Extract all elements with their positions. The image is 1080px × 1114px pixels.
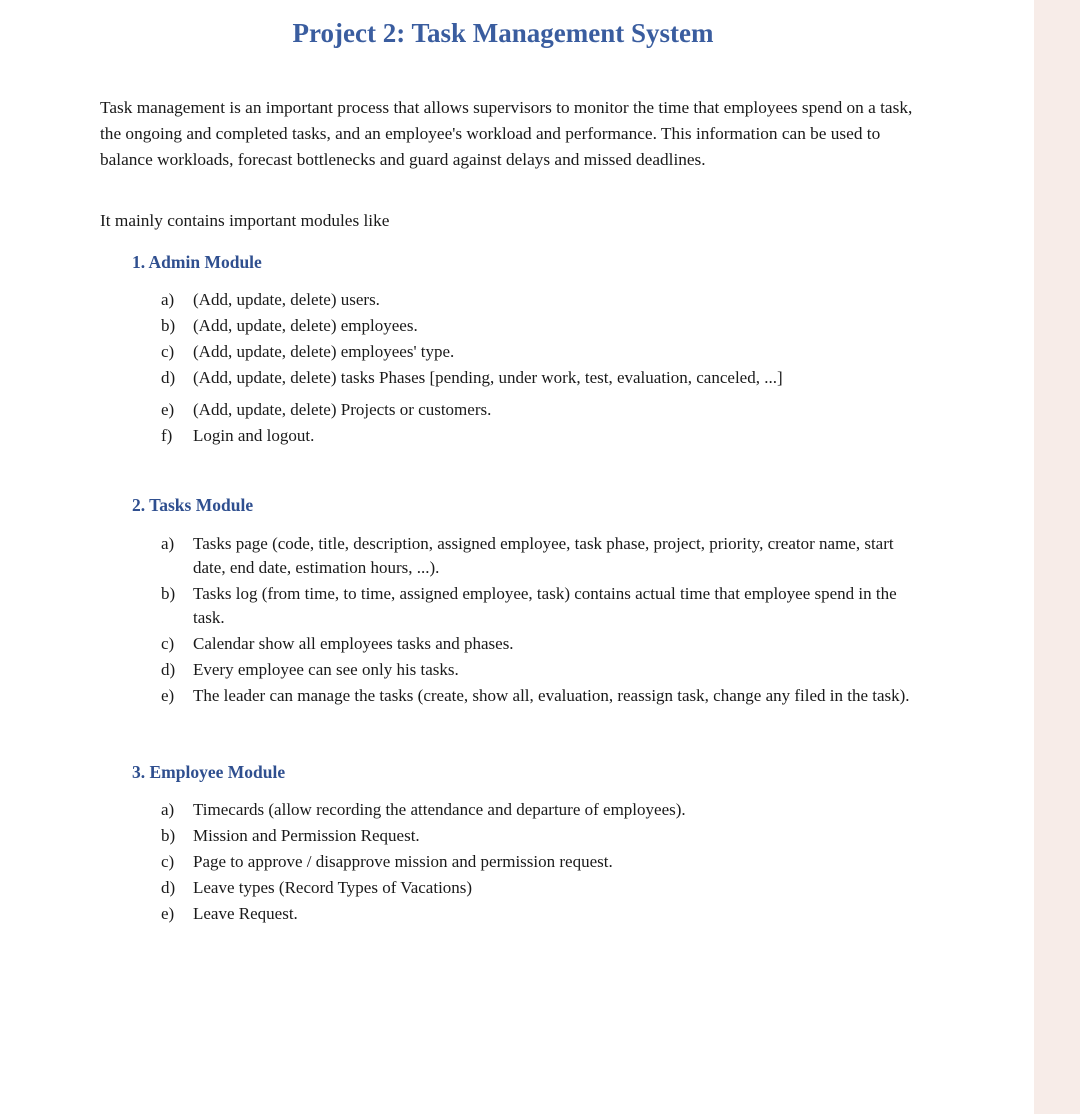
list-item	[161, 850, 921, 874]
intro-paragraph: Task management is an important process that allows supervisors to monitor the time that employees spend on a task, the ongoing and completed tasks, and an employee's workload and performance. This information can be used to balance workloads, forecast bottlenecks and guard against delays and missed deadlines.	[100, 98, 913, 169]
list-item	[161, 366, 921, 390]
list-item-text: (Add, update, delete) tasks Phases [pending, under work, test, evaluation, canceled, ...]	[193, 368, 783, 387]
list-item-text: (Add, update, delete) employees.	[193, 316, 418, 335]
list-item-text: Tasks log (from time, to time, assigned employee, task) contains actual time that employee spend in the task.	[193, 584, 897, 627]
list-item	[161, 902, 921, 926]
list-marker: a)	[161, 800, 175, 819]
list-item-text: Every employee can see only his tasks.	[193, 660, 459, 679]
list-item	[161, 876, 921, 900]
list-item	[161, 424, 921, 448]
list-item	[161, 684, 921, 708]
list-item	[161, 824, 921, 848]
list-item	[161, 532, 921, 580]
list-marker: a)	[161, 534, 175, 553]
list-item-text: Leave types (Record Types of Vacations)	[193, 878, 473, 897]
list-marker: c)	[161, 342, 175, 361]
list-marker: c)	[161, 852, 175, 871]
list-item-text: The leader can manage the tasks (create, show all, evaluation, reassign task, change any filed in the task).	[193, 686, 910, 705]
modules-lead-text: It mainly contains important modules like	[100, 211, 390, 230]
list-marker: b)	[161, 584, 176, 603]
list-item-text: Login and logout.	[193, 426, 315, 445]
list-item	[161, 632, 921, 656]
tasks-module-heading: 2. Tasks Module	[132, 495, 254, 515]
list-marker: e)	[161, 400, 175, 419]
list-marker: a)	[161, 290, 175, 309]
list-item	[161, 340, 921, 364]
admin-module-heading: 1. Admin Module	[132, 252, 262, 272]
list-marker: b)	[161, 316, 176, 335]
list-item-text: (Add, update, delete) users.	[193, 290, 380, 309]
list-marker: f)	[161, 426, 173, 445]
list-item-text: Timecards (allow recording the attendance and departure of employees).	[193, 800, 686, 819]
viewer-side-margin	[1034, 0, 1080, 1114]
list-item	[161, 658, 921, 682]
tasks-module-list	[161, 532, 921, 710]
list-item-text: (Add, update, delete) employees' type.	[193, 342, 455, 361]
list-marker: d)	[161, 368, 176, 387]
list-item	[161, 798, 921, 822]
list-item-text: (Add, update, delete) Projects or customers.	[193, 400, 492, 419]
list-marker: d)	[161, 660, 176, 679]
list-marker: c)	[161, 634, 175, 653]
list-item	[161, 398, 921, 422]
list-item-text: Leave Request.	[193, 904, 298, 923]
list-item-text: Page to approve / disapprove mission and permission request.	[193, 852, 613, 871]
list-marker: d)	[161, 878, 176, 897]
list-marker: e)	[161, 904, 175, 923]
list-item-text: Calendar show all employees tasks and phases.	[193, 634, 514, 653]
list-item-text: Mission and Permission Request.	[193, 826, 420, 845]
page-title: Project 2: Task Management System	[292, 18, 714, 48]
list-marker: e)	[161, 686, 175, 705]
employee-module-heading: 3. Employee Module	[132, 762, 286, 782]
employee-module-list	[161, 798, 921, 928]
admin-module-list	[161, 288, 921, 450]
list-item	[161, 288, 921, 312]
list-item-text: Tasks page (code, title, description, assigned employee, task phase, project, priority, creator name, start date, end date, estimation hours, ...).	[193, 534, 894, 577]
list-marker: b)	[161, 826, 176, 845]
list-item	[161, 582, 921, 630]
list-item	[161, 314, 921, 338]
